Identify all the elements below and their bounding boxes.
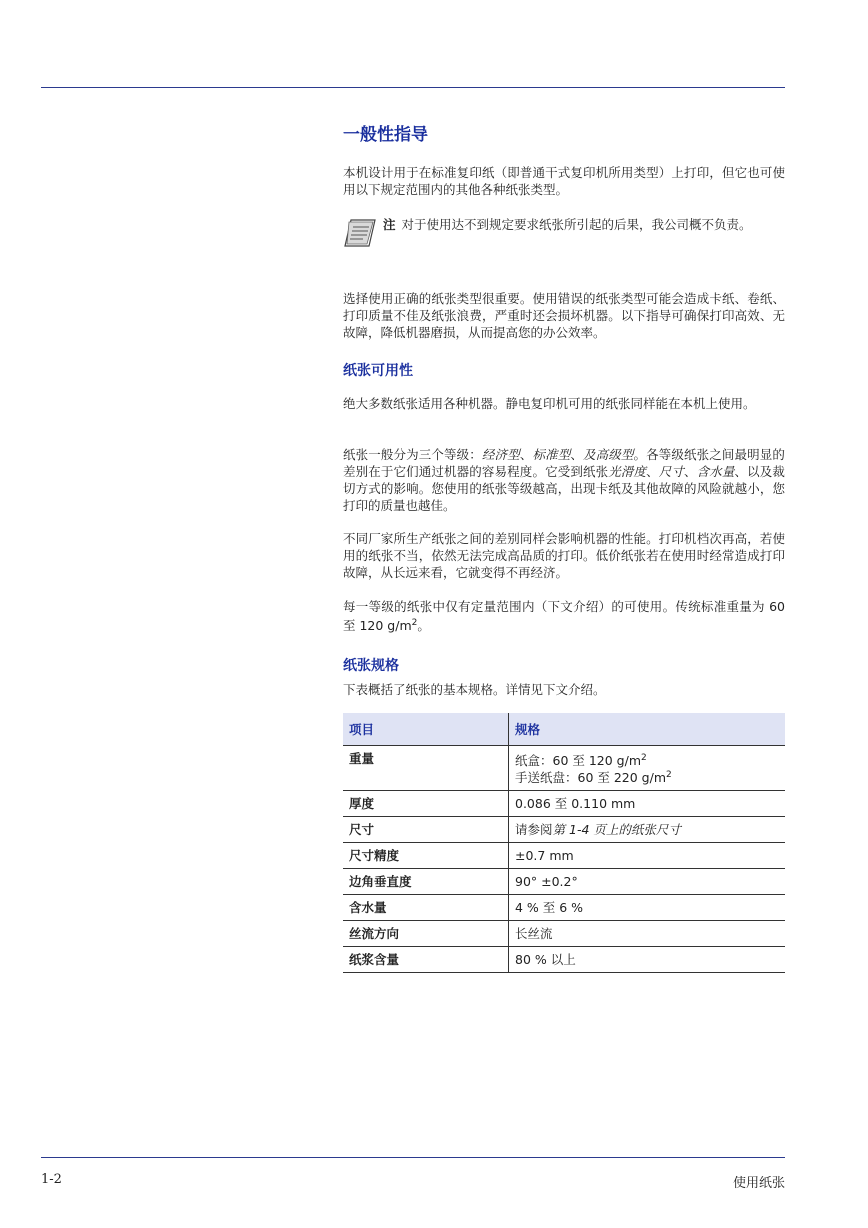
table-cell-value: ±0.7 mm: [509, 843, 786, 869]
table-cell-value: 0.086 至 0.110 mm: [509, 791, 786, 817]
table-row: [343, 921, 785, 947]
table-row: [343, 817, 785, 843]
table-cell-item: 纸浆含量: [343, 947, 509, 973]
table-row: [343, 869, 785, 895]
table-cell-value: 长丝流: [509, 921, 786, 947]
spec-table: [343, 713, 785, 973]
spec-heading: 纸张规格: [343, 658, 399, 674]
availability-paragraph-4: 每一等级的纸张中仅有定量范围内（下文介绍）的可使用。传统标准重量为 60 至 120 $g/m^2$。: [343, 599, 785, 634]
table-row: [343, 791, 785, 817]
choose-paragraph: 选择使用正确的纸张类型很重要。使用错误的纸张类型可能会造成卡纸、卷纸、打印质量不佳及纸张浪费，严重时还会损坏机器。以下指导可确保打印高效、无故障，降低机器磨损，从而提高您的办公效率。: [343, 291, 785, 340]
table-cell-item: 边角垂直度: [343, 869, 509, 895]
note-icon: [343, 218, 377, 248]
table-row: [343, 895, 785, 921]
table-cell-value: 请参阅第 1-4 页上的纸张尺寸: [509, 817, 786, 843]
availability-heading: 纸张可用性: [343, 363, 413, 379]
table-cell-item: 尺寸精度: [343, 843, 509, 869]
availability-paragraph-2: 纸张一般分为三个等级：经济型、标准型、及高级型。各等级纸张之间最明显的差别在于它们通过机器的容易程度。它受到纸张光滑度、尺寸、含水量、以及裁切方式的影响。您使用的纸张等级越高，出现卡纸及其他故障的风险就越小，您打印的质量也越佳。: [343, 447, 785, 513]
table-cell-value: 纸盒：60 至 120 $g/m^2$ 手送纸盘：60 至 220 $g/m^2$: [509, 746, 786, 791]
table-header-row: [343, 713, 785, 746]
table-cell-value: 90° ±0.2°: [509, 869, 786, 895]
note-label: 注: [383, 217, 396, 232]
table-cell-value: 80 % 以上: [509, 947, 786, 973]
spec-intro: 下表概括了纸张的基本规格。详情见下文介绍。: [343, 682, 606, 697]
table-cell-item: 厚度: [343, 791, 509, 817]
table-row: [343, 746, 785, 791]
chapter-title: 使用纸张: [732, 1176, 785, 1191]
header-rule: [41, 87, 785, 88]
note-body: 对于使用达不到规定要求纸张所引起的后果，我公司概不负责。: [401, 217, 752, 232]
availability-paragraph-3: 不同厂家所生产纸张之间的差别同样会影响机器的性能。打印机档次再高，若使用的纸张不当，依然无法完成高品质的打印。低价纸张若在使用时经常造成打印故障，从长远来看，它就变得不再经济。: [343, 531, 785, 580]
table-cell-item: 丝流方向: [343, 921, 509, 947]
table-row: [343, 947, 785, 973]
intro-paragraph: 本机设计用于在标准复印纸（即普通干式复印机所用类型）上打印，但它也可使用以下规定范围内的其他各种纸张类型。: [343, 165, 785, 197]
availability-paragraph-1: 绝大多数纸张适用各种机器。静电复印机可用的纸张同样能在本机上使用。: [343, 396, 756, 411]
paper-size-link[interactable]: 第 1-4 页上的纸张尺寸: [552, 822, 681, 838]
table-cell-item: 含水量: [343, 895, 509, 921]
table-header-item: 项目: [343, 713, 509, 746]
table-header-spec: 规格: [509, 713, 786, 746]
page-title: 一般性指导: [343, 125, 428, 145]
footer-rule: [41, 1157, 785, 1158]
table-cell-value: 4 % 至 6 %: [509, 895, 786, 921]
table-cell-item: 重量: [343, 746, 509, 791]
page-number: 1-2: [41, 1172, 62, 1187]
table-cell-item: 尺寸: [343, 817, 509, 843]
note-text: [383, 216, 785, 233]
table-row: [343, 843, 785, 869]
